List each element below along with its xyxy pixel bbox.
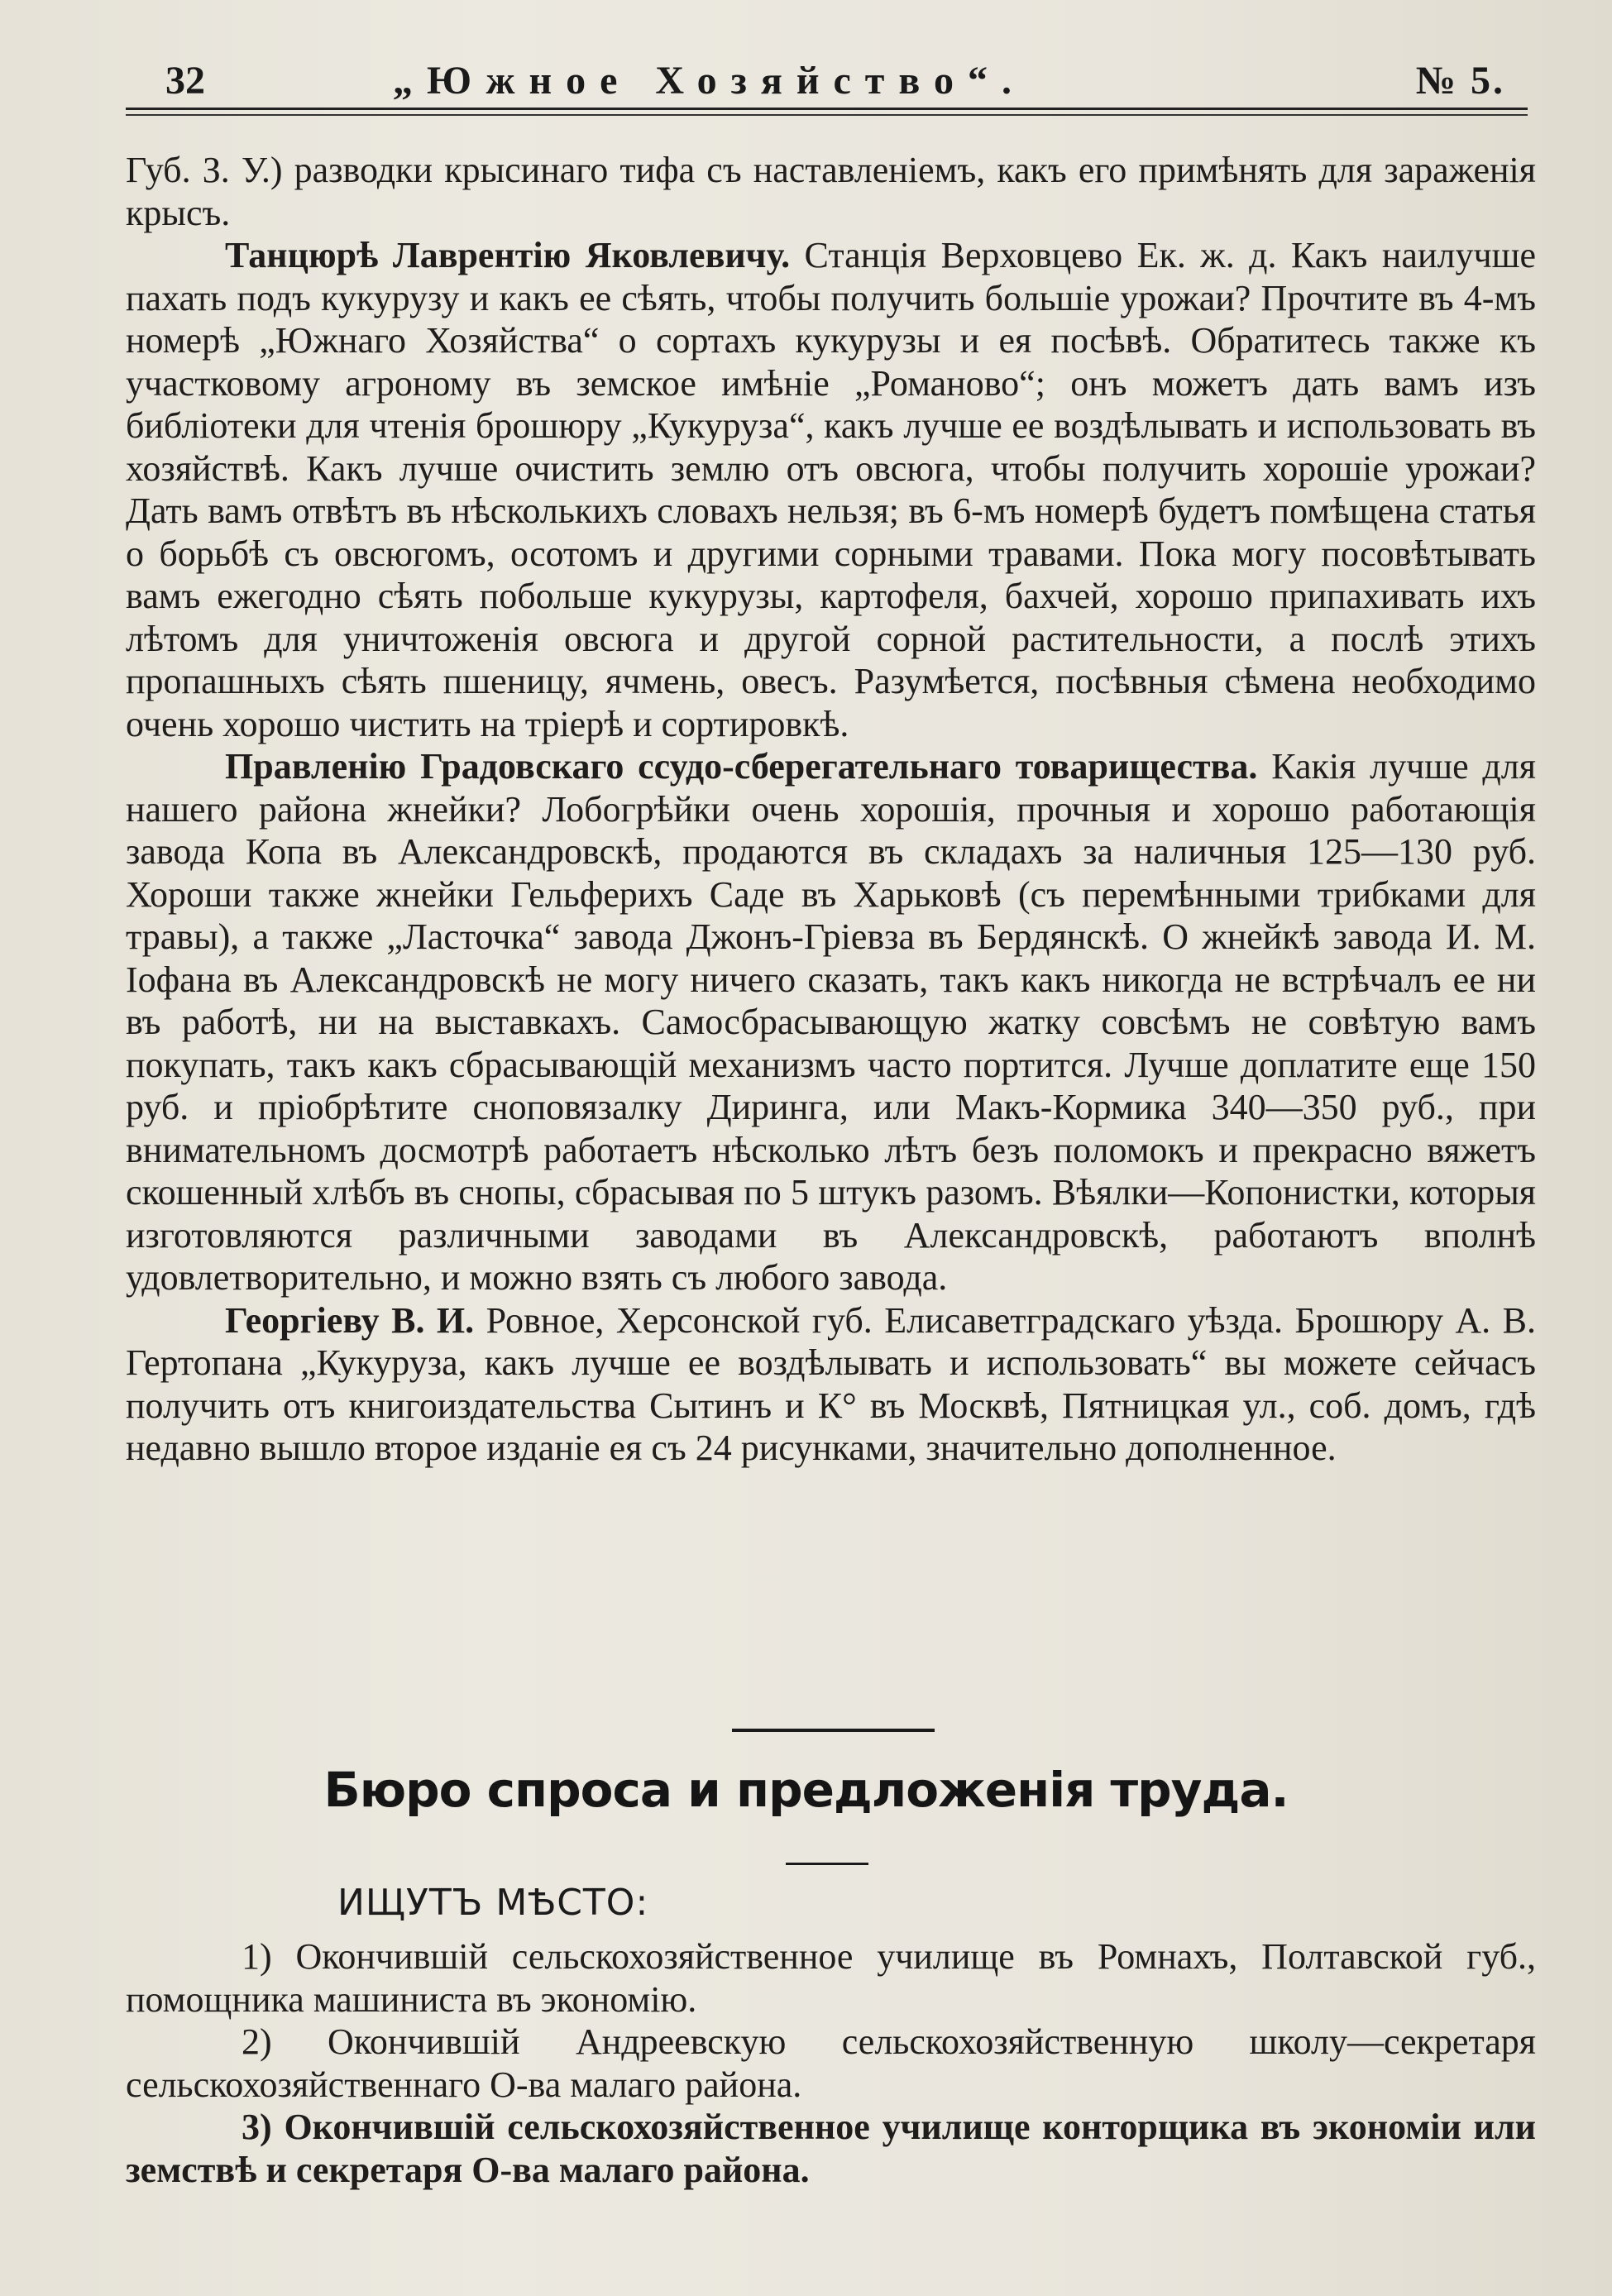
listing-item: 1) Окончившій сельскохозяйственное училище въ Ромнахъ, Полтавской губ., помощника машиниста въ экономію. xyxy=(126,1936,1536,2020)
job-listings xyxy=(126,1935,1536,2191)
page-number: 32 xyxy=(165,59,205,103)
paragraph-georgiev xyxy=(126,1299,1536,1470)
paragraph-tantsyura xyxy=(126,234,1536,745)
paragraph-lead: Танцюрѣ Лаврентію Яковлевичу. xyxy=(225,235,791,275)
paragraph-body: Губ. З. У.) разводки крысинаго тифа съ наставленіемъ, какъ его примѣнять для зараженія крысъ. xyxy=(126,150,1536,233)
section-divider xyxy=(732,1729,935,1732)
seeking-heading: ИЩУТЪ МѢСТО: xyxy=(337,1882,649,1924)
issue-number: № 5. xyxy=(1415,59,1505,103)
answers-column xyxy=(126,149,1536,1470)
listing-item: 3) Окончившій сельскохозяйственное училище конторщика въ экономіи или земствѣ и секретаря О-ва малаго района. xyxy=(126,2107,1536,2190)
paragraph-lead: Георгіеву В. И. xyxy=(225,1299,475,1341)
section-title: Бюро спроса и предложенія труда. xyxy=(323,1762,1289,1818)
header-rule-secondary xyxy=(126,114,1528,116)
paragraph-body: Ровное, Херсонской губ. Елисаветградскаго уѣзда. Брошюру А. В. Гертопана „Кукуруза, какъ лучше ее воздѣлывать и использовать“ вы можете сейчасъ получить отъ книгоиздательства Сытинъ и К° въ Москвѣ, Пятницкая ул., соб. домъ, гдѣ недавно вышло второе изданіе ея съ 24 рисунками, значительно дополненное. xyxy=(126,1299,1536,1468)
paragraph-continuation xyxy=(126,149,1536,234)
section-divider-short xyxy=(786,1863,868,1865)
paragraph-lead: Правленію Градовскаго ссудо-сберегательнаго товарищества. xyxy=(225,746,1258,787)
paragraph-body: Какія лучше для нашего района жнейки? Лобогрѣйки очень хорошія, прочныя и хорошо работающія завода Копа въ Александровскѣ, продаются въ складахъ за наличныя 125—130 руб. Хороши также жнейки Гельферихъ Саде въ Харьковѣ (съ перемѣнными трибками для травы), а также „Ласточка“ завода Джонъ-Гріевза въ Бердянскѣ. О жнейкѣ завода И. М. Іофана въ Александровскѣ не могу ничего сказать, такъ какъ никогда не встрѣчалъ ее ни въ работѣ, ни на выставкахъ. Самосбрасывающую жатку совсѣмъ не совѣтую вамъ покупать, такъ какъ сбрасывающій механизмъ часто портится. Лучше доплатите еще 150 руб. и пріобрѣтите сноповязалку Диринга, или Макъ-Кормика 340—350 руб., при внимательномъ досмотрѣ работаетъ нѣсколько лѣтъ безъ поломокъ и прекрасно вяжетъ скошенный хлѣбъ въ снопы, сбрасывая по 5 штукъ разомъ. Вѣялки—Копонистки, которыя изготовляются различными заводами въ Александровскѣ, работаютъ вполнѣ удовлетворительно, и можно взять съ любого завода. xyxy=(126,746,1536,1298)
journal-title: „Южное Хозяйство“. xyxy=(393,59,1026,103)
paragraph-gradovskoe xyxy=(126,745,1536,1299)
listing-item: 2) Окончившій Андреевскую сельскохозяйственную школу—секретаря сельскохозяйственнаго О-ва малаго района. xyxy=(126,2021,1536,2105)
header-rule xyxy=(126,108,1528,110)
paragraph-body: Станція Верховцево Ек. ж. д. Какъ наилучше пахать подъ кукурузу и какъ ее сѣять, чтобы получить большіе урожаи? Прочтите въ 4-мъ номерѣ „Южнаго Хозяйства“ о сортахъ кукурузы и ея посѣвѣ. Обратитесь также къ участковому агроному въ земское имѣніе „Романово“; онъ можетъ дать вамъ изъ библіотеки для чтенія брошюру „Кукуруза“, какъ лучше ее воздѣлывать и использовать въ хозяйствѣ. Какъ лучше очистить землю отъ овсюга, чтобы получить хорошіе урожаи? Дать вамъ отвѣтъ въ нѣсколькихъ словахъ нельзя; въ 6-мъ номерѣ будетъ помѣщена статья о борьбѣ съ овсюгомъ, осотомъ и другими сорными травами. Пока могу посовѣтывать вамъ ежегодно сѣять побольше кукурузы, картофеля, бахчей, хорошо припахивать ихъ лѣтомъ для уничтоженія овсюга и другой сорной растительности, а послѣ этихъ пропашныхъ сѣять пшеницу, ячмень, овесъ. Разумѣется, посѣвныя сѣмена необходимо очень хорошо чистить на тріерѣ и сортировкѣ. xyxy=(126,235,1536,744)
